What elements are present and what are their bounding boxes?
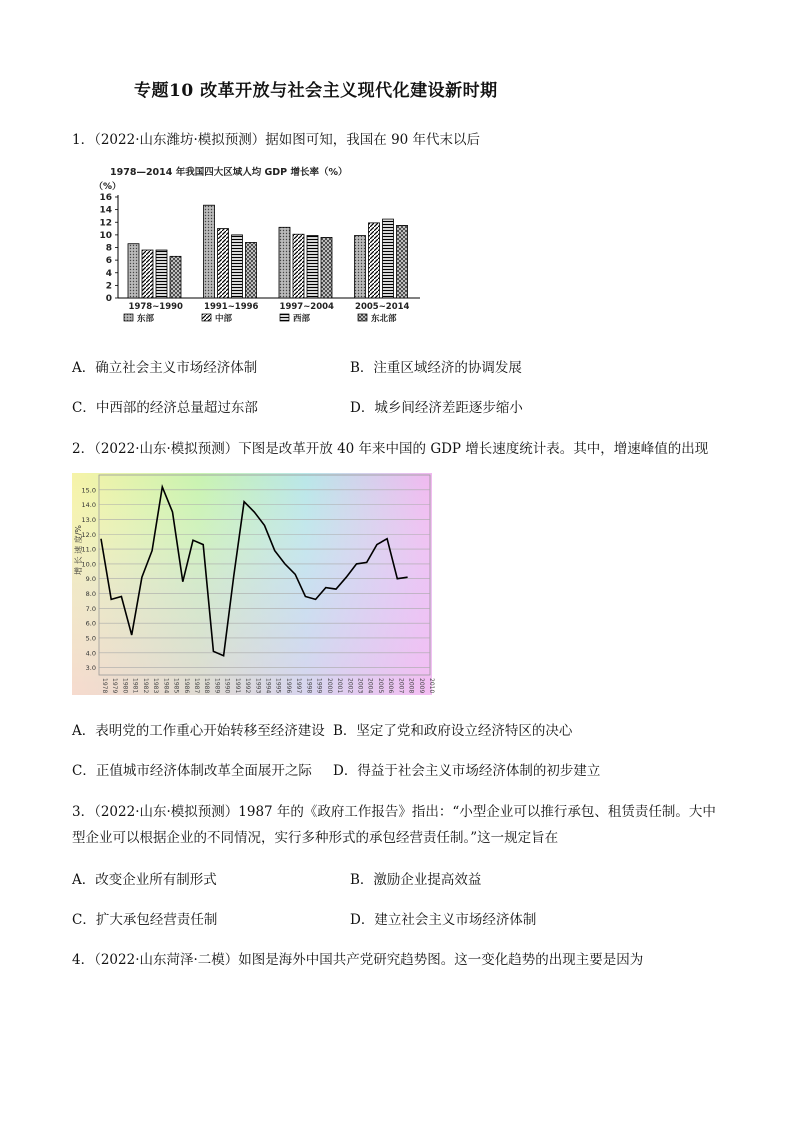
- y-tick-label: 2: [105, 281, 112, 292]
- q1-option-d[interactable]: D．城乡间经济差距逐步缩小: [350, 400, 523, 416]
- y-tick-label: 4.0: [85, 649, 96, 658]
- question-1-stem: 1．（2022·山东潍坊·模拟预测）据如图可知，我国在 90 年代末以后: [72, 132, 481, 148]
- y-tick-label: 8.0: [85, 590, 96, 599]
- bar-中部: [369, 223, 380, 298]
- y-tick-label: 16: [99, 193, 112, 203]
- x-tick-label: 2001: [336, 678, 344, 694]
- bar-中部: [142, 250, 153, 298]
- x-tick-label: 2000: [325, 678, 333, 694]
- y-tick-label: 15.0: [81, 486, 96, 495]
- q2-option-d[interactable]: D．得益于社会主义市场经济体制的初步建立: [333, 763, 601, 779]
- x-tick-label: 1992: [244, 678, 252, 694]
- x-tick-label: 2009: [417, 678, 425, 694]
- q3-option-d[interactable]: D．建立社会主义市场经济体制: [350, 912, 537, 928]
- y-tick-label: 14.0: [81, 501, 96, 510]
- y-tick-label: 4: [105, 268, 112, 279]
- category-label: 1978~1990: [128, 302, 183, 312]
- y-tick-label: 10: [99, 230, 112, 241]
- x-tick-label: 1979: [111, 678, 119, 694]
- bar-东部: [128, 244, 139, 298]
- x-tick-label: 2010: [428, 678, 435, 694]
- bar-东部: [279, 227, 290, 298]
- q1-option-c[interactable]: C．中西部的经济总量超过东部: [72, 400, 258, 416]
- chart-title: 1978—2014 年我国四大区域人均 GDP 增长率（%）: [110, 167, 348, 178]
- bar-东部: [204, 205, 215, 298]
- x-tick-label: 1981: [131, 678, 139, 694]
- legend-swatch: [358, 314, 367, 321]
- x-tick-label: 1991: [233, 678, 241, 694]
- q1-option-b[interactable]: B．注重区域经济的协调发展: [350, 360, 522, 376]
- chart-y-axis-label: （%）: [94, 182, 122, 192]
- bar-东北部: [321, 237, 332, 298]
- bar-中部: [218, 229, 229, 298]
- x-tick-label: 2005: [376, 678, 384, 694]
- x-tick-label: 1993: [254, 678, 262, 694]
- x-tick-label: 1980: [121, 678, 129, 694]
- y-tick-label: 12: [99, 218, 112, 229]
- bar-中部: [293, 234, 304, 298]
- bar-西部: [156, 250, 167, 298]
- y-tick-label: 0: [105, 294, 112, 304]
- x-tick-label: 1996: [284, 678, 292, 694]
- y-tick-label: 5.0: [85, 634, 96, 643]
- x-tick-label: 1987: [192, 678, 200, 694]
- question-2-stem: 2．（2022·山东·模拟预测）下图是改革开放 40 年来中国的 GDP 增长速度统计表。其中，增速峰值的出现: [72, 441, 709, 457]
- legend-label: 西部: [293, 314, 311, 324]
- chart-gdp-growth-line: [72, 473, 435, 695]
- x-tick-label: 2008: [407, 678, 415, 694]
- legend-swatch: [280, 314, 289, 321]
- x-tick-label: 1989: [213, 678, 221, 694]
- legend-swatch: [124, 314, 133, 321]
- q3-option-c[interactable]: C．扩大承包经营责任制: [72, 912, 218, 928]
- q3-option-b[interactable]: B．激励企业提高效益: [350, 872, 482, 888]
- x-tick-label: 1988: [203, 678, 211, 694]
- chart-regional-gdp-growth: [90, 163, 426, 326]
- legend-label: 东部: [137, 314, 155, 324]
- x-tick-label: 1986: [182, 678, 190, 694]
- y-tick-label: 3.0: [85, 664, 96, 673]
- legend-label: 东北部: [371, 314, 397, 324]
- y-tick-label: 13.0: [81, 515, 96, 524]
- y-tick-label: 10.0: [81, 560, 96, 569]
- y-tick-label: 6.0: [85, 619, 96, 628]
- q2-option-c[interactable]: C．正值城市经济体制改革全面展开之际: [72, 763, 312, 779]
- bar-东北部: [246, 242, 257, 298]
- legend-label: 中部: [215, 314, 233, 324]
- bar-西部: [383, 219, 394, 298]
- x-tick-label: 1978: [101, 678, 108, 694]
- x-tick-label: 2007: [397, 678, 405, 694]
- x-tick-label: 2003: [356, 678, 364, 694]
- chart-y-axis-label: 增 长 速 度/%: [74, 525, 83, 575]
- q3-option-a[interactable]: A．改变企业所有制形式: [72, 872, 217, 888]
- y-tick-label: 12.0: [81, 530, 96, 539]
- y-tick-label: 7.0: [85, 604, 96, 613]
- bar-东北部: [397, 225, 408, 298]
- bar-东部: [355, 236, 366, 298]
- x-tick-label: 1983: [152, 678, 160, 694]
- category-label: 1997~2004: [279, 302, 334, 312]
- x-tick-label: 1994: [264, 678, 272, 694]
- question-3-stem-line2: 型企业可以根据企业的不同情况，实行多种形式的承包经营责任制。”这一规定旨在: [72, 830, 559, 846]
- x-tick-label: 1997: [295, 678, 303, 694]
- x-tick-label: 1990: [223, 678, 231, 694]
- question-4-stem: 4．（2022·山东菏泽·二模）如图是海外中国共产党研究趋势图。这一变化趋势的出现主要是因为: [72, 952, 644, 968]
- x-tick-label: 2004: [366, 678, 374, 694]
- y-tick-label: 6: [105, 256, 112, 267]
- x-tick-label: 2002: [346, 678, 354, 694]
- q2-option-b[interactable]: B．坚定了党和政府设立经济特区的决心: [333, 723, 573, 739]
- bar-西部: [307, 236, 318, 298]
- x-tick-label: 1999: [315, 678, 323, 694]
- x-tick-label: 1998: [305, 678, 313, 694]
- q1-option-a[interactable]: A．确立社会主义市场经济体制: [72, 360, 258, 376]
- x-tick-label: 2006: [387, 678, 395, 694]
- y-tick-label: 9.0: [85, 575, 96, 584]
- bar-东北部: [170, 256, 181, 298]
- q2-option-a[interactable]: A．表明党的工作重心开始转移至经济建设: [72, 723, 325, 739]
- x-tick-label: 1985: [172, 678, 180, 694]
- x-tick-label: 1982: [141, 678, 149, 694]
- x-tick-label: 1984: [162, 678, 170, 694]
- category-label: 1991~1996: [204, 302, 259, 312]
- page-title: 专题10 改革开放与社会主义现代化建设新时期: [134, 81, 498, 101]
- y-tick-label: 14: [99, 205, 112, 216]
- x-tick-label: 1995: [274, 678, 282, 694]
- y-tick-label: 11.0: [81, 545, 96, 554]
- question-3-stem-line1: 3．（2022·山东·模拟预测）1987 年的《政府工作报告》指出：“小型企业可以推行承包、租赁责任制。大中: [72, 804, 716, 820]
- y-tick-label: 8: [105, 243, 112, 254]
- category-label: 2005~2014: [355, 302, 410, 312]
- bar-西部: [232, 235, 243, 298]
- legend-swatch: [202, 314, 211, 321]
